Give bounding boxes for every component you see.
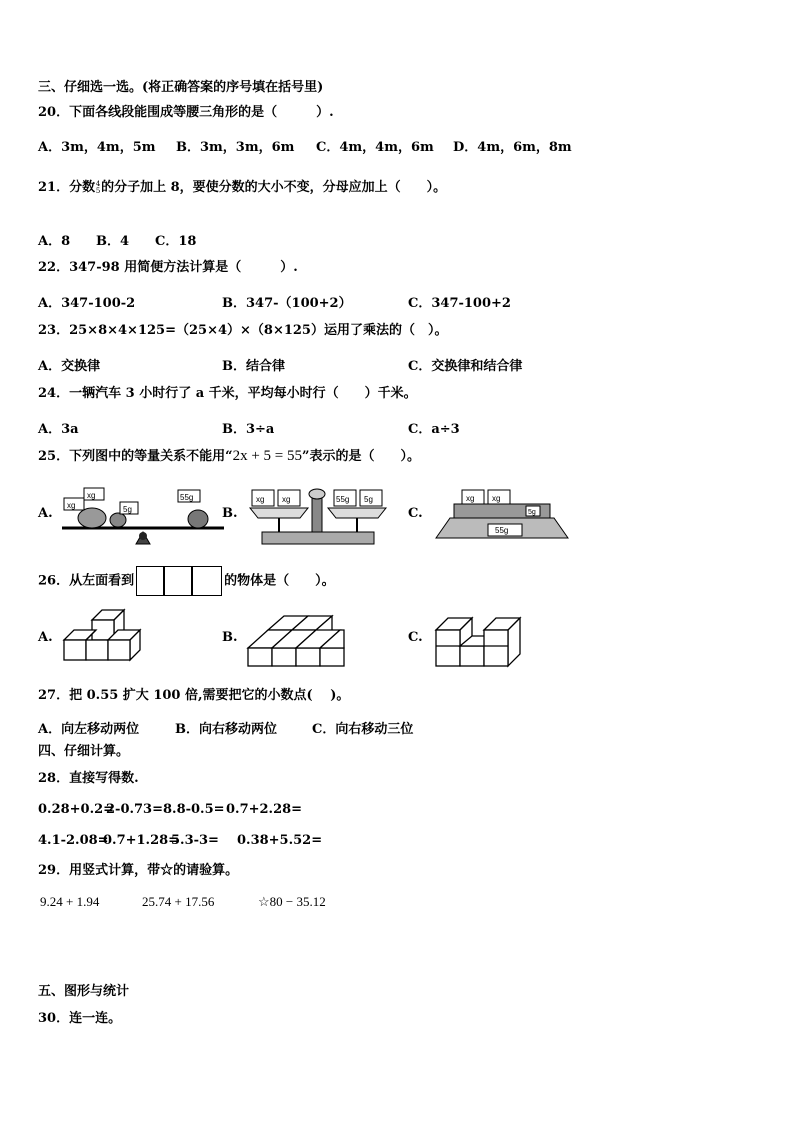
- q24-option-b: B．3÷a: [222, 422, 275, 437]
- platform-scale-figure: [432, 482, 572, 544]
- q25-text-post: ”表示的是（ ）。: [302, 449, 420, 464]
- q28-row1-item-3: 8.8-0.5=: [163, 802, 225, 817]
- q29-text: 29．用竖式计算，带☆的请验算。: [38, 863, 239, 878]
- q25-option-a: A.: [38, 506, 53, 521]
- q22-option-a: A．347-100-2: [38, 296, 136, 311]
- q27-option-b: B．向右移动两位: [175, 722, 277, 737]
- q25-text: [38, 448, 420, 465]
- q29-item-3: ☆80 − 35.12: [258, 894, 326, 909]
- q28-row1-item-2: 2-0.73=: [106, 802, 163, 817]
- q26-text-post: 的物体是（ ）。: [224, 573, 335, 589]
- q23-option-b: B．结合律: [222, 359, 285, 374]
- q27-option-c: C．向右移动三位: [312, 722, 414, 737]
- q27-option-a: A．向左移动两位: [38, 722, 140, 737]
- pan-label-5g: 5g: [364, 495, 373, 504]
- q20-option-b: B．3m，3m，6m: [176, 140, 295, 155]
- q24-text: 24．一辆汽车 3 小时行了 a 千米，平均每小时行（ ）千米。: [38, 386, 417, 401]
- seesaw-balance-figure: [58, 482, 228, 546]
- q26-option-b: B.: [222, 630, 238, 645]
- q20-option-c: C．4m，4m，6m: [316, 140, 434, 155]
- seesaw-label-55g: 55g: [180, 493, 194, 502]
- platform-label-xg-1: xg: [466, 494, 475, 503]
- q27-text: 27．把 0.55 扩大 100 倍,需要把它的小数点( )。: [38, 688, 350, 703]
- q25-option-b: B.: [222, 506, 238, 521]
- q21-text-post: 的分子加上 8，要使分数的大小不变，分母应加上（ ）。: [101, 180, 447, 195]
- q23-option-c: C．交换律和结合律: [408, 359, 523, 374]
- q28-row2-item-3: 5.3-3=: [171, 833, 219, 848]
- q28-row1-item-1: 0.28+0.2=: [38, 802, 115, 817]
- q26-option-c: C.: [408, 630, 423, 645]
- q20-option-a: A．3m，4m，5m: [38, 140, 156, 155]
- q26-option-a: A.: [38, 630, 53, 645]
- q21-text: [38, 180, 446, 196]
- q30-text: 30．连一连。: [38, 1011, 122, 1026]
- q26-text-pre: 26．从左面看到: [38, 573, 135, 589]
- q28-row2-item-2: 0.7+1.28=: [103, 833, 180, 848]
- q24-option-a: A．3a: [38, 422, 79, 437]
- pan-scale-figure: [242, 480, 392, 546]
- seesaw-label-xg-1: xg: [67, 501, 76, 510]
- three-square-view-icon: [136, 566, 222, 596]
- q26-text: [38, 566, 335, 596]
- platform-label-55g: 55g: [495, 526, 509, 535]
- section-3-heading: 三、仔细选一选。(将正确答案的序号填在括号里): [38, 80, 324, 95]
- q28-row1-item-4: 0.7+2.28=: [226, 802, 303, 817]
- q25-option-c: C.: [408, 506, 423, 521]
- q20-option-d: D．4m，6m，8m: [453, 140, 572, 155]
- q25-text-pre: 25．下列图中的等量关系不能用“: [38, 449, 233, 464]
- q21-text-pre: 21．分数: [38, 180, 96, 195]
- q28-text: 28．直接写得数.: [38, 771, 139, 786]
- q21-fraction-den: 5: [95, 186, 101, 195]
- q21-option-b: B．4: [96, 234, 130, 249]
- q21-fraction-num: 4: [95, 179, 101, 188]
- q21-option-a: A．8: [38, 234, 71, 249]
- q23-text: 23．25×8×4×125=（25×4）×（8×125）运用了乘法的（ ）。: [38, 323, 448, 338]
- q28-row2-item-4: 0.38+5.52=: [237, 833, 323, 848]
- q24-option-c: C．a÷3: [408, 422, 460, 437]
- cube-figure-a: [62, 606, 172, 668]
- q22-option-c: C．347-100+2: [408, 296, 511, 311]
- platform-label-5g: 5g: [528, 509, 536, 516]
- q23-option-a: A．交换律: [38, 359, 101, 374]
- q20-text: 20．下面各线段能围成等腰三角形的是（ ）.: [38, 105, 334, 120]
- pan-label-xg-2: xg: [282, 495, 291, 504]
- seesaw-label-xg-2: xg: [87, 491, 96, 500]
- cube-figure-b: [246, 608, 356, 670]
- q28-row2-item-1: 4.1-2.08=: [38, 833, 109, 848]
- q21-option-c: C．18: [155, 234, 197, 249]
- q29-item-1: 9.24 + 1.94: [40, 894, 100, 909]
- section-4-heading: 四、仔细计算。: [38, 744, 130, 759]
- section-5-heading: 五、图形与统计: [38, 984, 130, 999]
- q29-item-2: 25.74 + 17.56: [142, 894, 215, 909]
- seesaw-label-5g: 5g: [123, 505, 132, 514]
- q22-option-b: B．347-（100+2）: [222, 296, 352, 311]
- q25-equation: 2x + 5 = 55: [232, 448, 302, 464]
- pan-label-55g: 55g: [336, 495, 350, 504]
- pan-label-xg-1: xg: [256, 495, 265, 504]
- q22-text: 22．347-98 用简便方法计算是（ ）.: [38, 260, 298, 275]
- cube-figure-c: [434, 610, 534, 668]
- platform-label-xg-2: xg: [492, 494, 501, 503]
